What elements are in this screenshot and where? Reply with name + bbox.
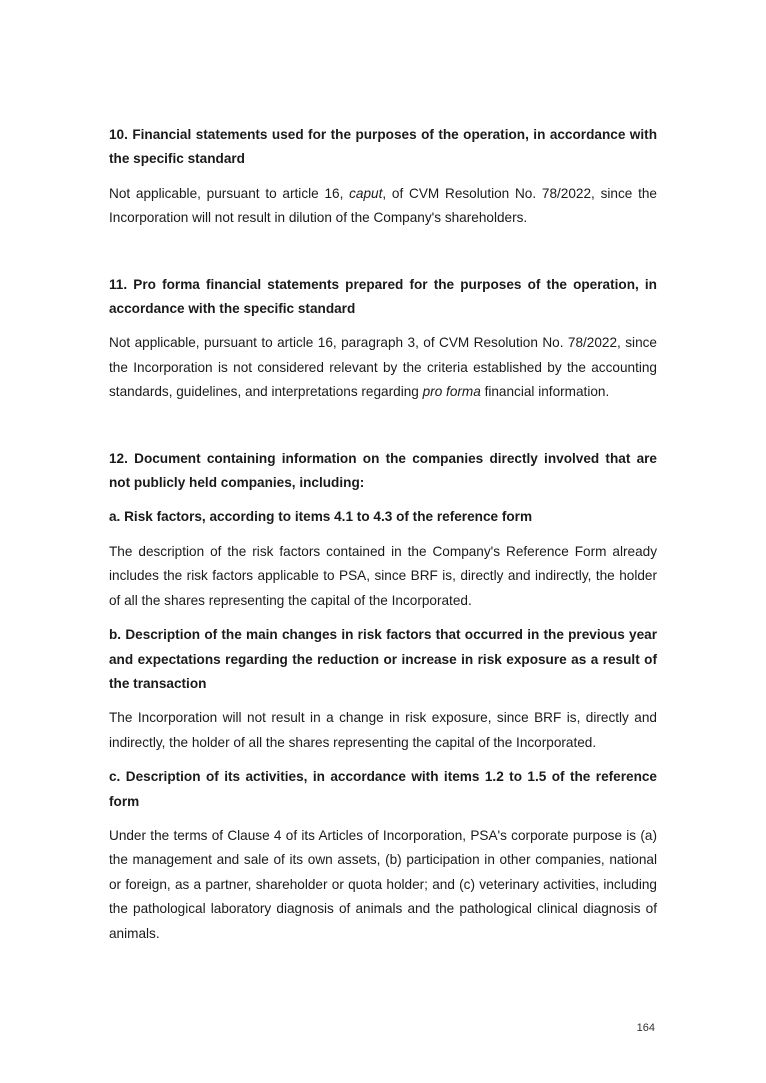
- section-12a-heading: a. Risk factors, according to items 4.1 to 4.3 of the reference form: [109, 509, 533, 525]
- page-number: 164: [636, 1022, 655, 1034]
- section-11-text-part: financial information.: [480, 384, 610, 400]
- section-12c-heading: c. Description of its activities, in accordance with items 1.2 to 1.5 of the reference form: [109, 769, 657, 809]
- section-12b-text: The Incorporation will not result in a change in risk exposure, since BRF is, directly and indirectly, the holder of all the shares representing the capital of the Incorporated.: [109, 710, 657, 750]
- section-11-heading: 11. Pro forma financial statements prepared for the purposes of the operation, in accordance with the specific standard: [109, 276, 657, 317]
- section-12a-text: The description of the risk factors contained in the Company's Reference Form already includes the risk factors applicable to PSA, since BRF is, directly and indirectly, the holder of all the shares representing the capital of the Incorporated.: [109, 543, 657, 608]
- section-10-text-part: Not applicable, pursuant to article 16,: [109, 185, 350, 201]
- section-12-heading: 12. Document containing information on the companies directly involved that are not publicly held companies, including:: [109, 450, 657, 491]
- section-10-text-emphasis: caput: [349, 185, 383, 201]
- section-10-text: [109, 182, 657, 231]
- section-10-text-part: , of CVM Resolution No. 78/2022, since the Incorporation will not result in dilution of the Company's shareholders.: [109, 185, 657, 226]
- page-content: [109, 123, 657, 946]
- section-10-heading: 10. Financial statements used for the purposes of the operation, in accordance with the specific standard: [109, 127, 657, 167]
- section-11-text: [109, 331, 657, 404]
- section-11-text-emphasis: pro forma: [422, 384, 481, 400]
- section-12c-text: Under the terms of Clause 4 of its Articles of Incorporation, PSA's corporate purpose is (a) the management and sale of its own assets, (b) participation in other companies, national or foreign, as a partner, shareholder or quota holder; and (c) veterinary activities, including the pathological laboratory diagnosis of animals and the pathological clinical diagnosis of animals.: [109, 827, 657, 941]
- section-11-text-part: Not applicable, pursuant to article 16, paragraph 3, of CVM Resolution No. 78/2022, since the Incorporation is not considered relevant by the criteria established by the accounting standards, guidelines, and interpretations regarding: [109, 335, 657, 400]
- section-12b-heading: b. Description of the main changes in risk factors that occurred in the previous year and expectations regarding the reduction or increase in risk exposure as a result of the transaction: [109, 627, 657, 691]
